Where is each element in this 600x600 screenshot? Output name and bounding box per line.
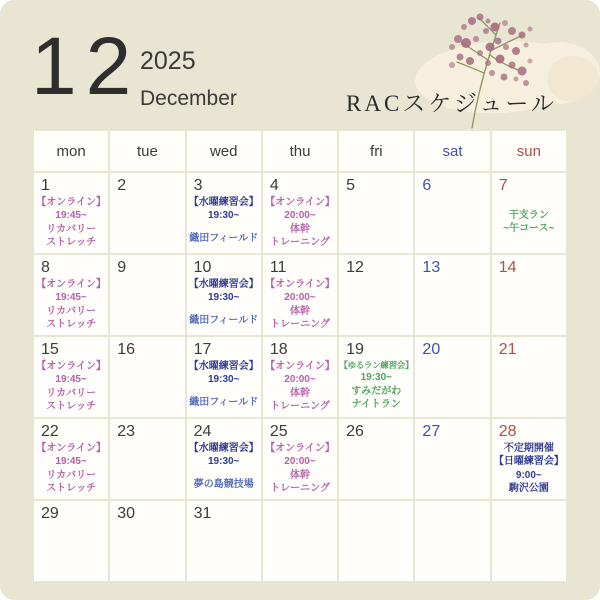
day-header-thu: thu — [263, 131, 337, 171]
event — [263, 360, 337, 413]
event-line: 体幹 — [289, 469, 310, 481]
day-number: 7 — [498, 177, 508, 194]
event-line: リカバリー — [46, 223, 97, 235]
day-number: 16 — [117, 341, 136, 358]
event-line: 【オンライン】 — [265, 361, 335, 372]
event-line: 【日曜練習会】 — [493, 456, 564, 468]
day-number: 11 — [269, 259, 287, 276]
event-line: トレーニング — [270, 482, 330, 494]
event-line: 19:30~ — [207, 374, 240, 386]
event-line: リカバリー — [46, 469, 97, 481]
day-header-fri: fri — [339, 131, 413, 171]
event-line: 織田フィールド — [189, 396, 259, 408]
day-cell-26 — [339, 419, 413, 499]
day-cell-2 — [110, 173, 184, 253]
event — [34, 196, 108, 249]
event — [187, 396, 261, 409]
event-line: 【オンライン】 — [36, 197, 106, 208]
event-line: ~午コース~ — [503, 223, 555, 235]
day-cell-5 — [339, 173, 413, 253]
event — [187, 232, 261, 245]
day-header-mon: mon — [34, 131, 108, 171]
year-month-block — [140, 47, 237, 111]
day-cell-14 — [492, 255, 566, 335]
event-line: ナイトラン — [351, 398, 401, 410]
event-line: 19:30~ — [207, 292, 240, 304]
event — [187, 196, 261, 223]
day-number — [339, 501, 413, 505]
event-line: 体幹 — [289, 223, 310, 235]
day-number: 19 — [346, 341, 364, 358]
day-number — [263, 501, 337, 505]
event-line: ストレッチ — [46, 400, 97, 412]
event-line: すみだがわ — [351, 385, 402, 397]
event-line: 【水曜練習会】 — [188, 279, 259, 290]
event — [187, 442, 261, 469]
day-number: 24 — [193, 423, 212, 440]
day-cell-20 — [415, 337, 489, 417]
day-cell-30 — [110, 501, 184, 581]
event-line: 織田フィールド — [189, 314, 259, 326]
event-line: 19:45~ — [55, 292, 87, 304]
calendar-grid — [34, 131, 566, 581]
event-line: 【オンライン】 — [36, 361, 106, 372]
event — [187, 278, 261, 305]
event-line: 19:30~ — [207, 456, 240, 468]
event-line: 【オンライン】 — [265, 443, 335, 454]
day-header-tue: tue — [110, 131, 184, 171]
day-cell-23 — [110, 419, 184, 499]
day-number: 15 — [41, 341, 59, 358]
day-number: 18 — [269, 341, 288, 358]
day-header-sat: sat — [415, 131, 489, 171]
day-number — [415, 501, 489, 505]
event-line: トレーニング — [270, 318, 330, 330]
event-line: 【オンライン】 — [36, 443, 106, 454]
day-number: 30 — [117, 505, 136, 522]
event — [34, 278, 108, 331]
day-number — [492, 501, 566, 505]
day-cell-empty — [415, 501, 489, 581]
day-cell-11 — [263, 255, 337, 335]
day-number: 1 — [41, 177, 50, 194]
event — [263, 196, 337, 249]
day-number: 14 — [498, 259, 517, 276]
event — [187, 478, 261, 491]
day-number: 17 — [193, 341, 212, 358]
day-number: 9 — [117, 259, 127, 276]
event-line: 19:45~ — [55, 456, 87, 468]
event-line: 【水曜練習会】 — [188, 197, 259, 208]
schedule-title: RACスケジュール — [346, 91, 557, 116]
day-cell-13 — [415, 255, 489, 335]
year-label: 2025 — [140, 47, 196, 75]
day-cell-19 — [339, 337, 413, 417]
event-line: 【ゆるラン練習会】 — [339, 360, 414, 370]
event-line: リカバリー — [46, 387, 97, 399]
day-header-wed: wed — [187, 131, 261, 171]
day-cell-28 — [492, 419, 566, 499]
event-line: 20:00~ — [284, 374, 316, 386]
day-cell-12 — [339, 255, 413, 335]
event — [263, 278, 337, 331]
event-line: 駒沢公園 — [508, 482, 549, 494]
event — [34, 442, 108, 495]
day-cell-3 — [187, 173, 261, 253]
day-cell-15 — [34, 337, 108, 417]
day-cell-10 — [187, 255, 261, 335]
day-number: 26 — [346, 423, 364, 440]
day-cell-9 — [110, 255, 184, 335]
event-line: 干支ラン — [508, 210, 549, 221]
day-cell-7 — [492, 173, 566, 253]
day-number: 22 — [41, 423, 59, 440]
event — [492, 442, 566, 495]
event — [187, 314, 261, 327]
event-line: 19:45~ — [55, 374, 87, 386]
event-line: リカバリー — [46, 305, 97, 317]
day-cell-17 — [187, 337, 261, 417]
day-number: 20 — [422, 341, 441, 358]
event-line: 19:30~ — [207, 210, 240, 222]
day-cell-21 — [492, 337, 566, 417]
day-cell-empty — [339, 501, 413, 581]
day-number: 23 — [117, 423, 136, 440]
day-cell-16 — [110, 337, 184, 417]
event-line: 9:00~ — [515, 469, 542, 481]
day-cell-4 — [263, 173, 337, 253]
day-number: 6 — [422, 177, 432, 194]
event — [187, 360, 261, 387]
day-cell-31 — [187, 501, 261, 581]
day-number: 4 — [269, 177, 279, 194]
event-line: 体幹 — [289, 305, 310, 317]
day-cell-18 — [263, 337, 337, 417]
day-cell-22 — [34, 419, 108, 499]
day-number: 25 — [269, 423, 288, 440]
event-line: トレーニング — [270, 400, 330, 412]
day-cell-24 — [187, 419, 261, 499]
day-header-sun: sun — [492, 131, 566, 171]
day-cell-6 — [415, 173, 489, 253]
event-line: 織田フィールド — [189, 232, 259, 244]
event-line: ストレッチ — [46, 236, 97, 248]
day-cell-27 — [415, 419, 489, 499]
event-line: ストレッチ — [46, 482, 97, 494]
event-line: 夢の島競技場 — [193, 478, 254, 490]
event-line: 不定期開催 — [503, 443, 554, 454]
day-number: 10 — [193, 259, 212, 276]
event-line: 20:00~ — [284, 210, 316, 222]
event-line: 19:30~ — [360, 372, 392, 384]
day-number: 3 — [193, 177, 203, 194]
day-number: 2 — [117, 177, 127, 194]
event-line: 【オンライン】 — [265, 197, 335, 208]
day-number: 13 — [422, 259, 441, 276]
month-number: 12 — [31, 21, 141, 112]
event-line: 【オンライン】 — [36, 279, 106, 290]
day-number: 27 — [422, 423, 441, 440]
day-number: 8 — [41, 259, 50, 276]
event — [339, 360, 413, 411]
day-cell-empty — [492, 501, 566, 581]
event-line: 20:00~ — [284, 456, 316, 468]
event — [263, 442, 337, 495]
event-line: 20:00~ — [284, 292, 316, 304]
day-cell-25 — [263, 419, 337, 499]
event-line: 【水曜練習会】 — [188, 443, 259, 454]
event-line: 【水曜練習会】 — [188, 361, 259, 372]
event-line: ストレッチ — [46, 318, 97, 330]
day-number: 28 — [498, 423, 517, 440]
event — [34, 360, 108, 413]
day-number: 29 — [41, 505, 59, 522]
event-line: 体幹 — [289, 387, 310, 399]
day-cell-29 — [34, 501, 108, 581]
day-number: 12 — [346, 259, 364, 276]
day-number: 21 — [498, 341, 517, 358]
event — [492, 209, 566, 236]
day-cell-8 — [34, 255, 108, 335]
day-cell-empty — [263, 501, 337, 581]
day-number: 5 — [346, 177, 356, 194]
event-line: 19:45~ — [55, 210, 87, 222]
event-line: 【オンライン】 — [265, 279, 335, 290]
day-cell-1 — [34, 173, 108, 253]
event-line: トレーニング — [270, 236, 330, 248]
month-name-label: December — [140, 87, 237, 110]
day-number: 31 — [193, 505, 212, 522]
